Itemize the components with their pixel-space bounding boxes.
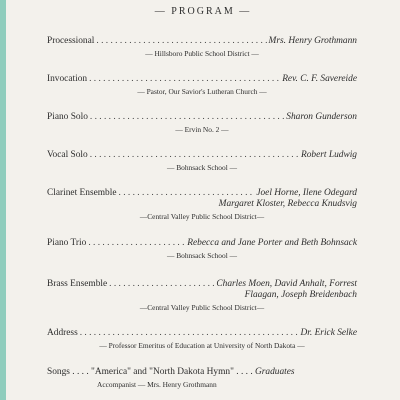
songs-titles: "America" and "North Dakota Hymn"	[91, 367, 234, 377]
entry-affiliation: — Pastor, Our Savior's Lutheran Church —	[137, 87, 267, 96]
entry-performer: Mrs. Henry Grothmann	[268, 36, 357, 46]
entry-performer: Joel Horne, Ilene Odegard	[256, 188, 357, 198]
leader-dots	[89, 74, 280, 85]
entry-role: Piano Trio	[47, 238, 87, 248]
entry-affiliation: —Central Valley Public School District—	[139, 303, 265, 312]
leader-dots	[90, 150, 299, 161]
leader-dots	[80, 328, 299, 339]
entry-performer: Rebecca and Jane Porter and Beth Bohnsack	[187, 238, 357, 248]
leader-dots	[96, 36, 266, 47]
entry-performer: Dr. Erick Selke	[300, 328, 357, 338]
songs-performer: Graduates	[255, 367, 295, 377]
entry-role: Brass Ensemble	[47, 279, 108, 289]
songs-role: Songs	[47, 367, 70, 377]
songs-line	[47, 367, 357, 378]
leader-dots	[88, 238, 185, 249]
entry-role: Piano Solo	[47, 112, 88, 122]
program-page	[6, 0, 400, 400]
entry-performer-continued: Flaagan, Joseph Breidenbach	[244, 290, 357, 300]
program-title: — PROGRAM —	[154, 6, 252, 17]
entry-role: Clarinet Ensemble	[47, 188, 117, 198]
entry-performer-continued: Margaret Kloster, Rebecca Knudsvig	[218, 199, 357, 209]
leader-dots: . . . .	[72, 367, 89, 377]
program-entry-vocal-solo	[47, 150, 357, 173]
entry-role: Invocation	[47, 74, 88, 84]
program-entry-brass-ensemble	[47, 279, 357, 313]
program-entry-piano-solo	[47, 112, 357, 135]
program-entry-clarinet-ensemble	[47, 188, 357, 222]
entry-affiliation: — Bohnsack School —	[166, 163, 237, 172]
program-entry-songs	[47, 367, 357, 390]
leader-dots	[119, 188, 255, 199]
leader-dots	[90, 112, 284, 123]
program-entry-invocation	[47, 74, 357, 97]
entry-affiliation: — Ervin No. 2 —	[175, 125, 229, 134]
program-entry-piano-trio	[47, 238, 357, 261]
program-entry-processional	[47, 36, 357, 59]
entry-performer: Robert Ludwig	[301, 150, 357, 160]
entry-affiliation: — Hillsboro Public School District —	[145, 49, 259, 58]
leader-dots	[109, 279, 214, 290]
entry-affiliation: — Professor Emeritus of Education at University of North Dakota —	[99, 341, 305, 350]
entry-affiliation: —Central Valley Public School District—	[139, 212, 265, 221]
entry-role: Address	[47, 328, 78, 338]
songs-accompanist: Accompanist — Mrs. Henry Grothmann	[97, 380, 217, 389]
entry-role: Vocal Solo	[47, 150, 88, 160]
entry-affiliation: — Bohnsack School —	[166, 251, 237, 260]
entry-performer: Sharon Gunderson	[286, 112, 357, 122]
leader-dots: . . . .	[236, 367, 253, 377]
entry-performer: Charles Moen, David Anhalt, Forrest	[216, 279, 357, 289]
program-entry-address	[47, 328, 357, 351]
entry-role: Processional	[47, 36, 95, 46]
entry-performer: Rev. C. F. Savereide	[282, 74, 357, 84]
